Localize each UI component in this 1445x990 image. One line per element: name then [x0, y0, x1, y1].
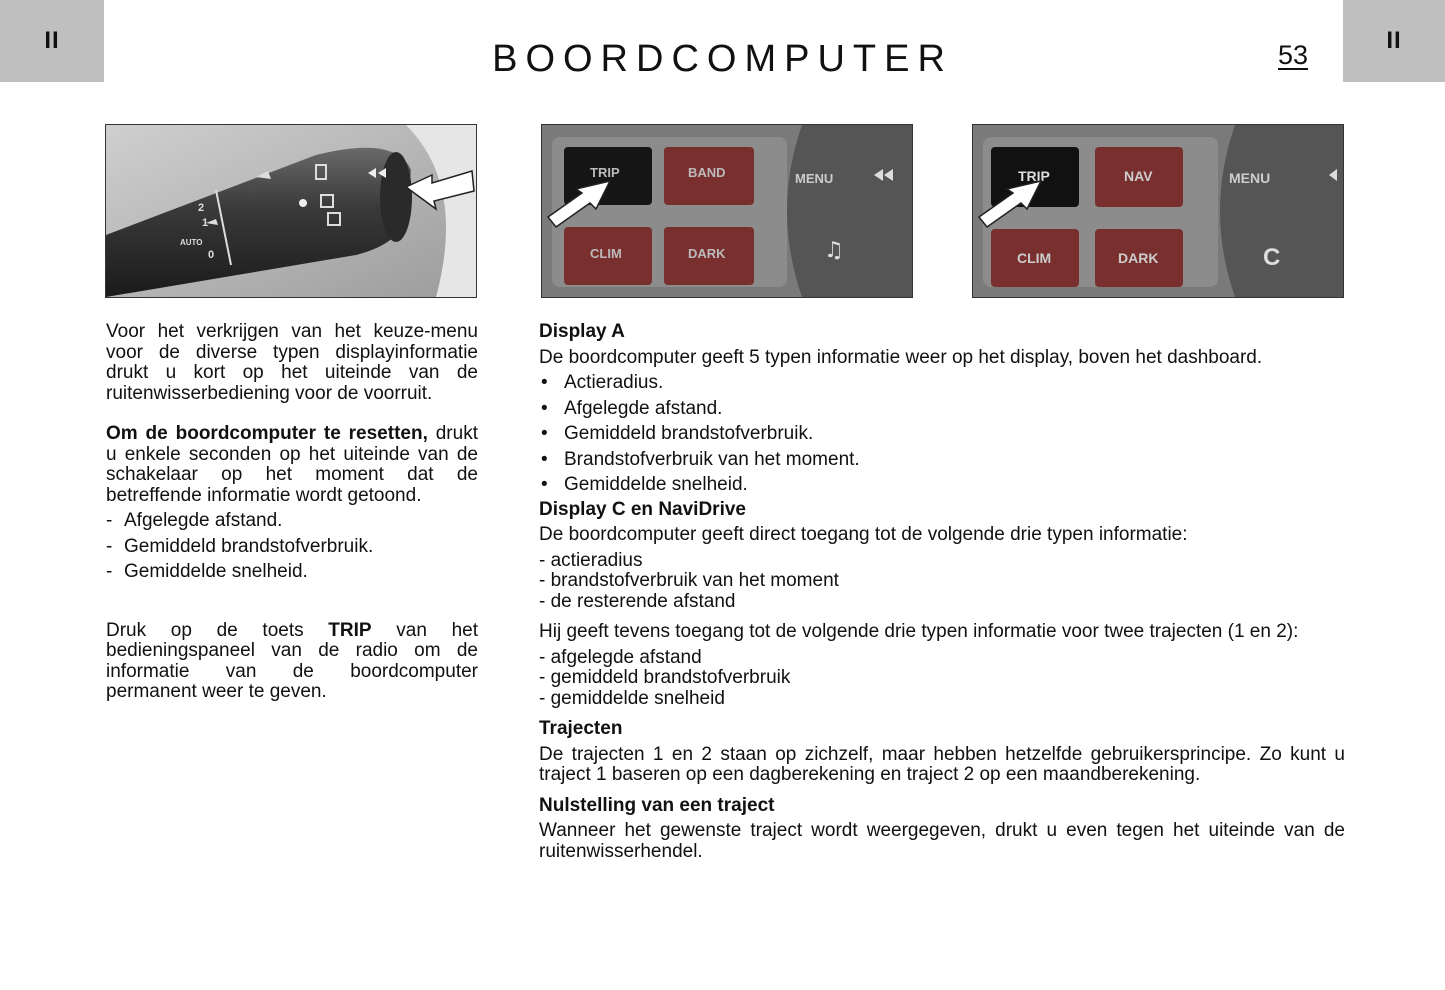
reset-list — [106, 511, 478, 583]
display-c-list — [539, 551, 1345, 613]
menu-dial — [1220, 125, 1343, 297]
list-item: - actieradius — [539, 549, 643, 571]
stalk-mark-2: 2 — [198, 202, 205, 214]
dark-label: DARK — [1118, 250, 1159, 266]
list-item: - brandstofverbruik van het moment — [539, 570, 839, 591]
list-item: • Actieradius. — [539, 373, 1345, 394]
chapter-tab-right — [1343, 0, 1445, 82]
trajecten-paragraph: De trajecten 1 en 2 staan op zichzelf, maar hebben hetzelfde gebruikersprincipe. Zo kunt u traject 1 baseren op een dagberekening en traject 2 op een maandberekening. — [539, 743, 1345, 785]
trip-paragraph: Druk op de toets TRIP van het bedieningspaneel van de radio om de informatie van de boordcomputer permanent weer te geven. — [106, 619, 478, 702]
list-item: - Afgelegde afstand. — [106, 510, 283, 531]
dark-label: DARK — [688, 246, 726, 261]
stalk-tip — [380, 152, 412, 242]
position-dot — [299, 199, 307, 207]
page-number: 53 — [1278, 40, 1309, 70]
nulstelling-heading: Nulstelling van een traject — [539, 794, 775, 816]
display-c-heading: Display C en NaviDrive — [539, 498, 746, 520]
stalk-mark-auto: AUTO — [180, 238, 203, 247]
menu-dial — [787, 125, 912, 297]
wiper-stalk-photo — [105, 124, 477, 298]
display-c-paragraph: De boordcomputer geeft direct toegang tot de volgende drie typen informatie: — [539, 524, 1188, 545]
display-a-paragraph: De boordcomputer geeft 5 typen informatie weer op het display, boven het dashboard. — [539, 346, 1263, 368]
radio-panel-display-c — [972, 124, 1344, 298]
nav-label: NAV — [1124, 168, 1153, 184]
chapter-label-left: II — [44, 27, 60, 54]
list-item: - afgelegde afstand — [539, 646, 702, 668]
music-note-icon: ♫ — [824, 238, 844, 263]
menu-label: MENU — [795, 171, 834, 186]
reset-paragraph — [106, 424, 478, 506]
trips-list — [539, 648, 1345, 710]
c-label: C — [1263, 244, 1281, 271]
page-title: BOORDCOMPUTER — [492, 38, 953, 80]
display-a-list — [539, 373, 1345, 496]
list-item: - Gemiddelde snelheid. — [106, 561, 308, 582]
chapter-label-right: II — [1386, 27, 1402, 54]
left-column — [106, 322, 478, 703]
radio-panel-display-a — [541, 124, 913, 298]
stalk-mark-1: 1 — [202, 217, 209, 229]
display-a-heading: Display A — [539, 321, 625, 342]
list-item: - Gemiddeld brandstofverbruik. — [106, 535, 374, 557]
right-column — [539, 322, 1345, 862]
menu-label: MENU — [1229, 170, 1271, 186]
list-item: • Gemiddelde snelheid. — [539, 475, 1345, 496]
trip-bold: TRIP — [328, 619, 372, 641]
reset-bold: Om de boordcomputer te resetten, — [106, 423, 428, 444]
trip-label: TRIP — [1018, 168, 1050, 184]
clim-label: CLIM — [590, 246, 622, 261]
intro-paragraph: Voor het verkrijgen van het keuze-menu voor de diverse typen displayinformatie drukt u kort op het uiteinde van de ruitenwisserbediening voor de voorruit. — [106, 321, 478, 404]
list-item: • Afgelegde afstand. — [539, 399, 1345, 420]
trips-paragraph: Hij geeft tevens toegang tot de volgende drie typen informatie voor twee trajecten (1 en 2): — [539, 621, 1299, 642]
trajecten-heading: Trajecten — [539, 718, 623, 739]
nulstelling-paragraph: Wanneer het gewenste traject wordt weergegeven, drukt u even tegen het uiteinde van de ruitenwisserhendel. — [539, 820, 1345, 862]
list-item: - de resterende afstand — [539, 590, 736, 612]
list-item: - gemiddeld brandstofverbruik — [539, 667, 791, 688]
list-item: • Brandstofverbruik van het moment. — [539, 450, 1345, 471]
reset-text: drukt u enkele seconden op het uiteinde van de schakelaar op het moment dat de betreffende informatie wordt getoond. — [106, 423, 478, 506]
list-item: • Gemiddeld brandstofverbruik. — [539, 424, 1345, 445]
clim-label: CLIM — [1017, 250, 1052, 266]
list-item: - gemiddelde snelheid — [539, 687, 725, 709]
trip-label: TRIP — [590, 165, 620, 180]
band-label: BAND — [688, 165, 726, 180]
stalk-mark-0: 0 — [208, 249, 215, 261]
